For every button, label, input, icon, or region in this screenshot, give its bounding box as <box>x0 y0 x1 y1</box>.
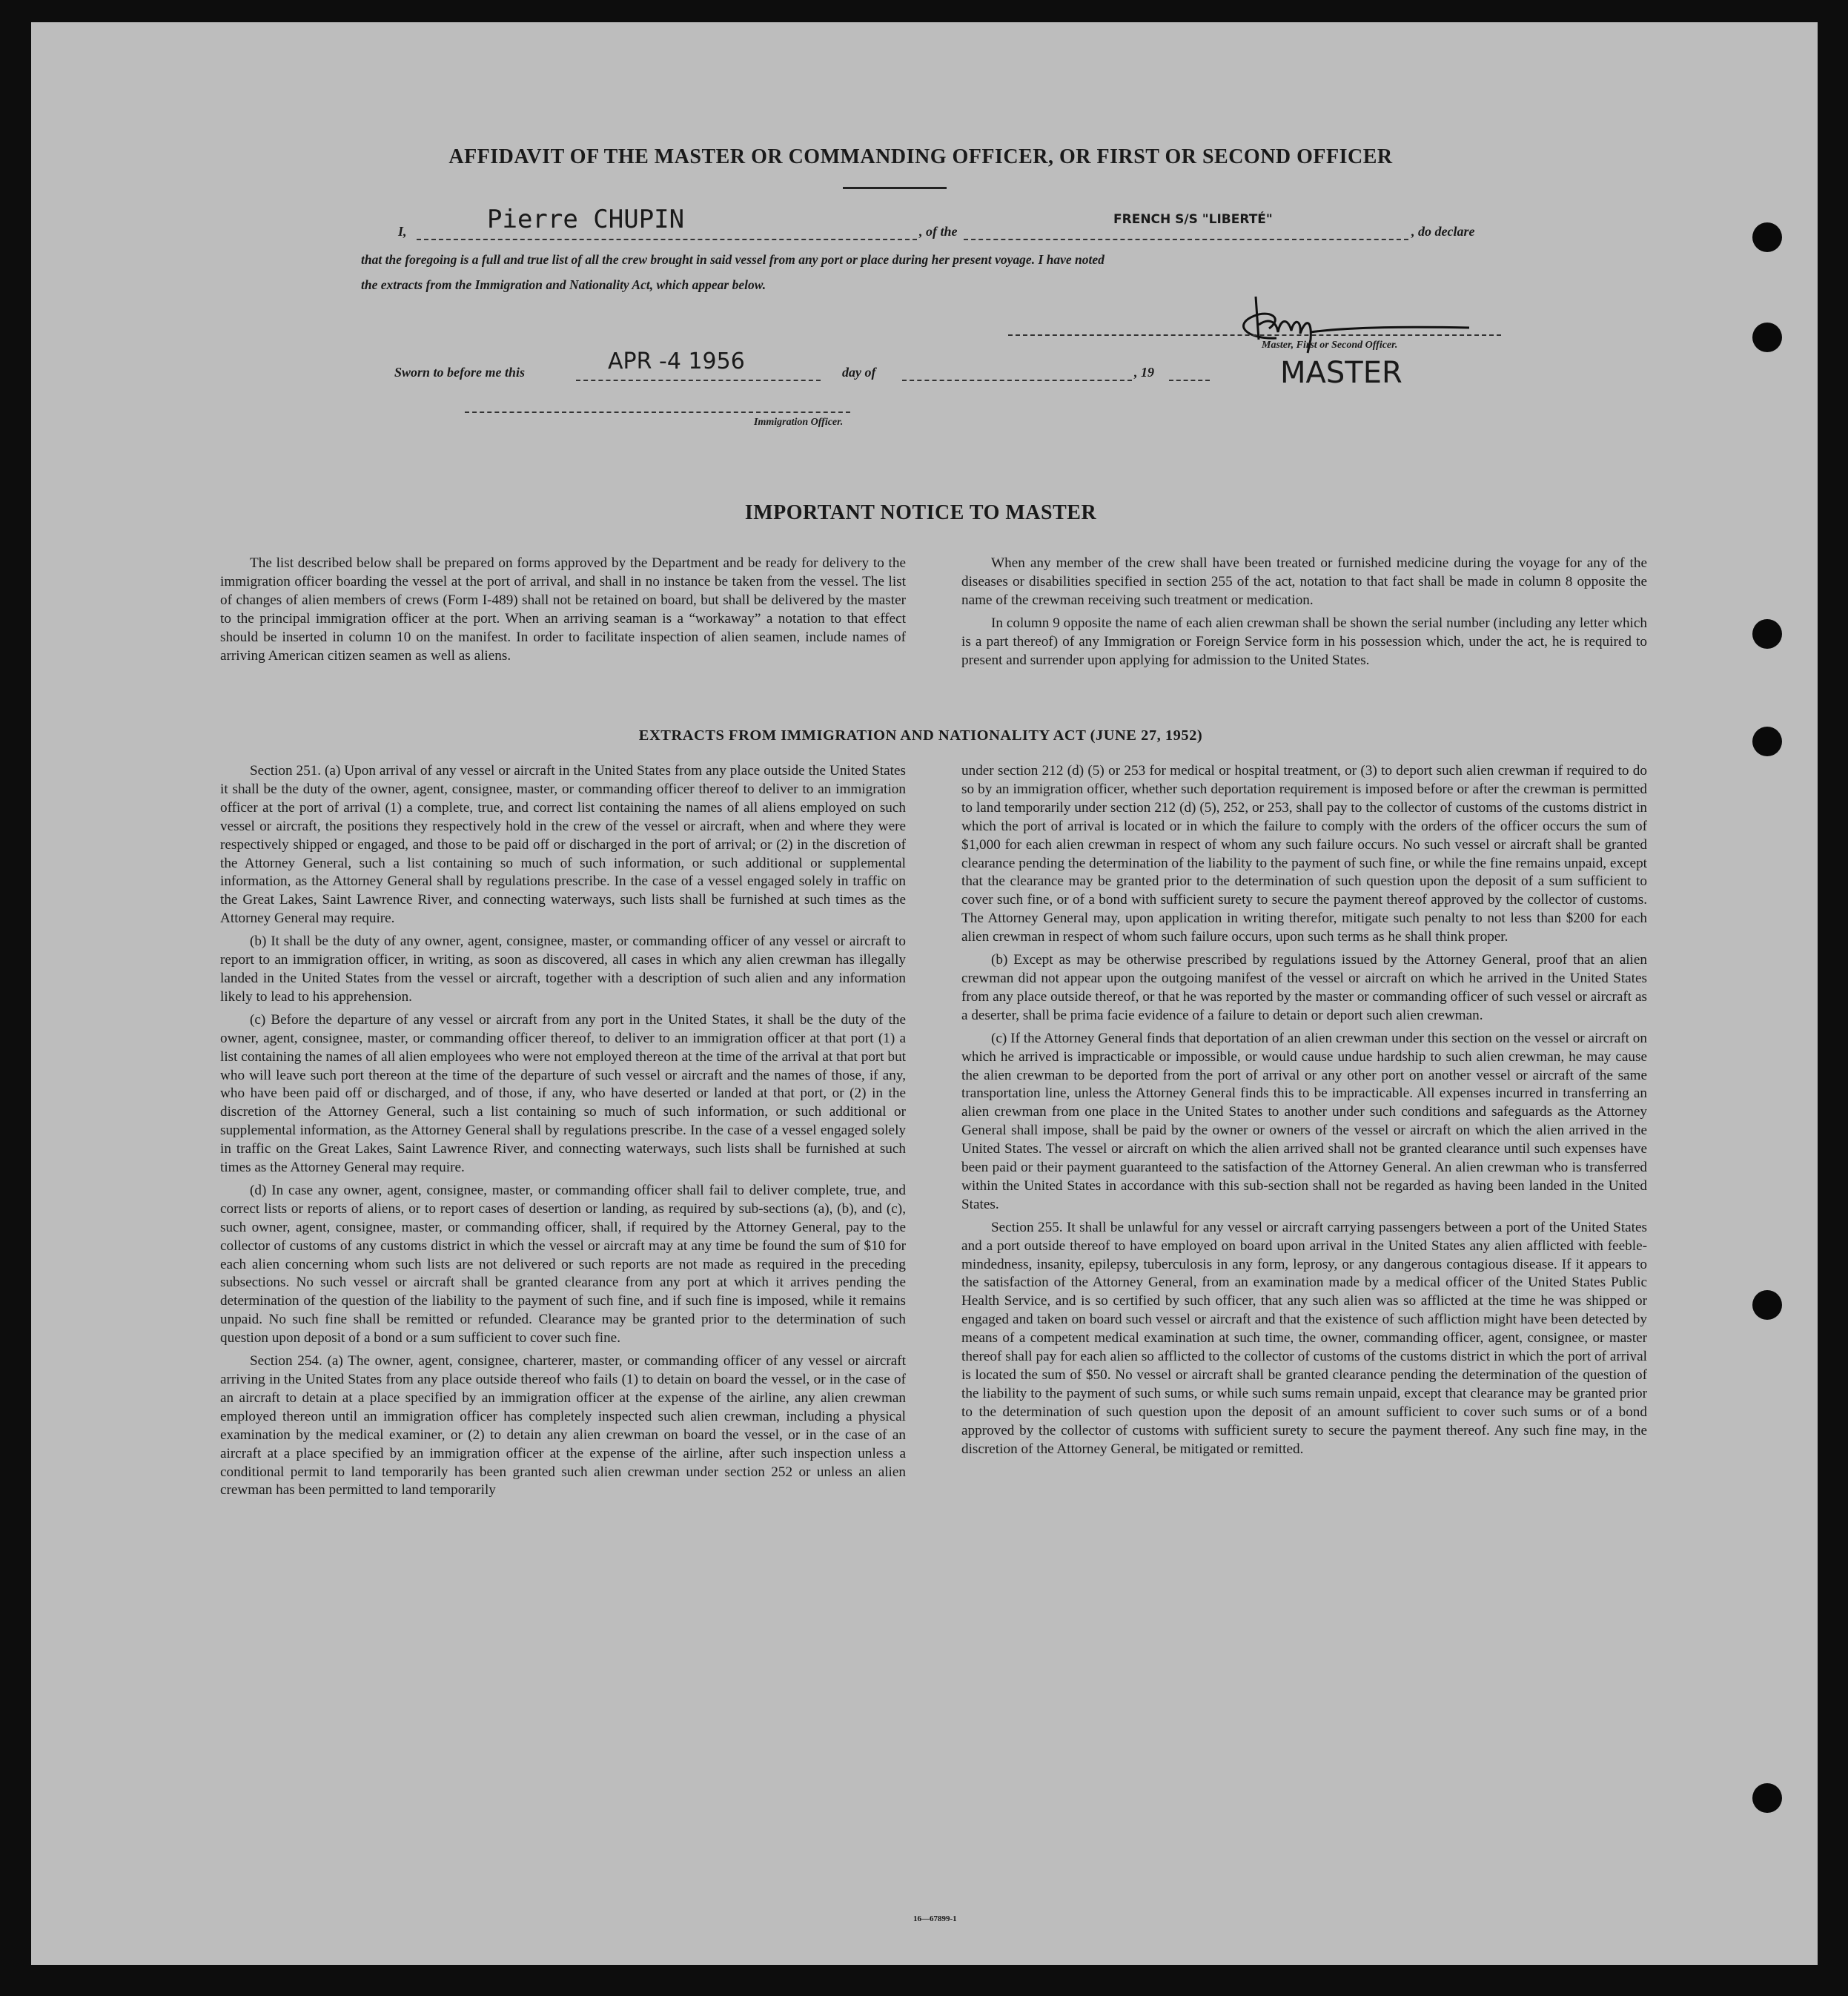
affidavit-i-label: I, <box>398 224 407 239</box>
binder-hole <box>1752 222 1782 252</box>
immigration-officer-caption: Immigration Officer. <box>754 417 844 428</box>
notice-left-paragraph: The list described below shall be prepared on forms approved by the Department and be ready for delivery to the immigration officer boarding the vessel at the port of arrival, and shall in no instance be taken from the vessel. The list of changes of alien members of crews (Form I-489) shall not be retained on board, but shall be delivered by the master to the principal immigration officer at the port. When an arriving seaman is a “workaway” a notation to that effect should be inserted in column 10 on the manifest. In order to facilitate inspection of alien seamen, include names of arriving American citizen seamen as well as aliens. <box>220 555 906 664</box>
extracts-title: EXTRACTS FROM IMMIGRATION AND NATIONALITY ACT (JUNE 27, 1952) <box>638 727 1203 744</box>
notice-right-paragraph-2: In column 9 opposite the name of each alien crewman shall be shown the serial number (including any letter which is a part thereof) of any Immigration or Foreign Service form in his possession which, under the act, he is required to present and surrender upon applying for admission to the United States. <box>961 615 1647 668</box>
extract-paragraph: Section 254. (a) The owner, agent, consignee, charterer, master, or commanding officer of any vessel or aircraft arriving in the United States from any place outside thereof who fails (1) to detain on board the vessel, or in the case of an aircraft to detain at a place specified by an immigration officer at the expense of the airline, any alien crewman employed thereon until an immigration officer has completely inspected such alien crewman, including a physical examination by the medical examiner, or (2) to detain any alien crewman on board the vessel, or in the case of an aircraft at a place specified by an immigration officer at the expense of the airline, after such inspection unless a conditional permit to land temporarily has been granted such alien crewman under section 252 or unless an alien crewman has been permitted to land temporarily <box>220 1353 906 1498</box>
day-of-line <box>902 380 1132 381</box>
vessel-name: FRENCH S/S "LIBERTÉ" <box>1113 212 1273 227</box>
master-name: Pierre CHUPIN <box>487 205 685 234</box>
do-declare-label: , do declare <box>1411 224 1475 239</box>
extract-paragraph-continued: under section 212 (d) (5) or 253 for medical or hospital treatment, or (3) to deport such alien crewman if required to do so by an immigration officer, whether such deportation requirement is imposed before or after the crewman is permitted to land temporarily under section 212 (d) (5), 252, or 253, shall pay to the collector of customs of the customs district in which the port of arrival is located or in which the failure to comply with the orders of the officer occurs the sum of $1,000 for each alien crewman in respect of whom any such failure occurs. No such vessel or aircraft shall be granted clearance pending the determination of the liability to the payment of such fine, or while the fine remains unpaid, except that the clearance may be granted prior to the determination of such question upon the deposit of a sum sufficient to cover such fine, or of a bond with sufficient surety to secure the payment thereof approved by the collector of customs. The Attorney General may, upon application in writing therefor, mitigate such penalty to not less than $200 for each alien crewman in respect of whom such failure occurs, upon such terms as he shall think proper. <box>961 763 1647 945</box>
day-of-label: day of <box>842 365 876 380</box>
notice-title: IMPORTANT NOTICE TO MASTER <box>744 501 1097 524</box>
immigration-officer-line <box>465 412 850 413</box>
notice-left-column <box>220 555 906 670</box>
name-field-line <box>417 239 917 240</box>
sworn-date-line <box>576 380 821 381</box>
extract-paragraph: (c) Before the departure of any vessel or aircraft from any port in the United States, it shall be the duty of the owner, agent, consignee, master, or commanding officer thereof, to deliver to an immigration officer at that port (1) a list containing the names of all alien employees who were not employed thereon at the time of the arrival at that port but who will leave such port thereon at the time of the departure of such vessel or aircraft and the names of those, if any, who have been paid off or discharged, and of those, if any, who have deserted or landed at that port, or (2) in the discretion of the Attorney General, such a list containing so much of such information, or such additional or supplemental information, as the Attorney General shall by regulations prescribe. In the case of a vessel engaged solely in traffic on the Great Lakes, Saint Lawrence River, and connecting waterways, such lists shall be furnished at such times as the Attorney General may require. <box>220 1011 906 1176</box>
binder-hole <box>1752 323 1782 352</box>
extract-paragraph: Section 251. (a) Upon arrival of any vessel or aircraft in the United States from any place outside the United States it shall be the duty of the owner, agent, consignee, master, or commanding officer thereof to deliver to an immigration officer at the port of arrival (1) a complete, true, and correct list containing the names of all aliens employed on such vessel or aircraft, the positions they respectively hold in the crew of the vessel or aircraft, when and where they were respectively shipped or engaged, and those to be paid off or discharged in the port of arrival; or (2) in the discretion of the Attorney General, such a list containing so much of such information, or such additional or supplemental information, as the Attorney General shall by regulations prescribe. In the case of a vessel engaged solely in traffic on the Great Lakes, Saint Lawrence River, and connecting waterways, such lists shall be furnished at such times as the Attorney General may require. <box>220 763 906 927</box>
notice-right-paragraph-1: When any member of the crew shall have been treated or furnished medicine during the voyage for any of the diseases or disabilities specified in section 255 of the act, notation to that fact shall be made in column 8 opposite the name of the crewman receiving such treatment or medication. <box>961 555 1647 608</box>
extracts-right-column <box>961 762 1647 1464</box>
title-rule <box>843 187 947 189</box>
year-label: , 19 <box>1134 365 1154 380</box>
extract-paragraph: (c) If the Attorney General finds that deportation of an alien crewman under this section on the vessel or aircraft on which he arrived is impracticable or impossible, or would cause undue hardship to such alien crewman, he may cause the alien crewman to be deported from the port of arrival or any other port on another vessel or aircraft of the same transportation line, unless the Attorney General finds this to be impracticable. All expenses incurred in transferring an alien crewman from one place in the United States to another under such conditions and safeguards as the Attorney General shall impose, shall be paid by the owner or owners of the vessel or aircraft on which the alien arrived in the United States. The vessel or aircraft on which the alien arrived shall not be granted clearance until such expenses have been paid or their payment guaranteed to the satisfaction of the Attorney General. An alien crewman who is transferred within the United States in accordance with this sub-section shall not be regarded as having been landed in the United States. <box>961 1030 1647 1212</box>
binder-hole <box>1752 619 1782 649</box>
binder-hole <box>1752 1290 1782 1320</box>
notice-right-column <box>961 555 1647 674</box>
master-stamp: MASTER <box>1280 356 1402 390</box>
affidavit-line-3: the extracts from the Immigration and Nationality Act, which appear below. <box>361 277 766 292</box>
of-the-label: , of the <box>919 224 958 239</box>
extract-paragraph: (b) It shall be the duty of any owner, agent, consignee, master, or commanding officer of any vessel or aircraft to report to an immigration officer, in writing, as soon as discovered, all cases in which any alien crewman has illegally landed in the United States from the vessel or aircraft, together with a description of such alien and any information likely to lead to his apprehension. <box>220 933 906 1005</box>
binder-hole <box>1752 1783 1782 1813</box>
extract-paragraph: (d) In case any owner, agent, consignee, master, or commanding officer shall fail to deliver complete, true, and correct lists or reports of aliens, or to report cases of desertion or landing, as required by sub-sections (a), (b), and (c), such owner, agent, consignee, master, or commanding officer, shall, if required by the Attorney General, pay to the collector of customs of any customs district in which the vessel or aircraft may at any time be found the sum of $10 for each alien concerning whom such lists are not delivered or such reports are not made as required in the preceding subsections. No such vessel or aircraft shall be granted clearance from any port at which it arrives pending the determination of the question of the liability to the payment of such fine, and if such fine is imposed, while it remains unpaid. No such fine shall be remitted or refunded. Clearance may be granted prior to the determination of such question upon deposit of a bond or a sum sufficient to cover such fine. <box>220 1182 906 1346</box>
sworn-date: APR -4 1956 <box>608 348 745 374</box>
vessel-field-line <box>964 239 1408 240</box>
extract-paragraph: (b) Except as may be otherwise prescribed by regulations issued by the Attorney General, proof that an alien crewman did not appear upon the outgoing manifest of the vessel or aircraft on which he arrived in the United States from any place outside thereof, or that he was reported by the master or commanding officer of such vessel or aircraft as a deserter, shall be prima facie evidence of a failure to detain or deport such alien crewman. <box>961 952 1647 1023</box>
affidavit-title: AFFIDAVIT OF THE MASTER OR COMMANDING OFFICER, OR FIRST OR SECOND OFFICER <box>448 145 1393 168</box>
extract-paragraph: Section 255. It shall be unlawful for any vessel or aircraft carrying passengers between a port of the United States and a port outside thereof to have employed on board upon arrival in the United States any alien afflicted with feeble-mindedness, insanity, epilepsy, tuberculosis in any form, leprosy, or any dangerous contagious disease. If it appears to the satisfaction of the Attorney General, from an examination made by a medical officer of the United States Public Health Service, and is so certified by such officer, that any such alien was so afflicted at the time he was shipped or engaged and taken on board such vessel or aircraft and that the existence of such affliction might have been detected by means of a competent medical examination at such time, the owner, commanding officer, agent, consignee, or master thereof shall pay for each alien so afflicted to the collector of customs of the customs district in which the port of arrival is located the sum of $50. No vessel or aircraft shall be granted clearance pending the determination of the question of the liability to the payment of such sums, or while such sums remain unpaid, except that clearance may be granted prior to the determination of such question upon the deposit of an amount sufficient to cover such sums or of a bond approved by the collector of customs with sufficient surety to secure the payment thereof. Any such fine may, in the discretion of the Attorney General, be mitigated or remitted. <box>961 1219 1647 1457</box>
sworn-label: Sworn to before me this <box>394 365 526 380</box>
year-line <box>1169 380 1210 381</box>
signature-caption: Master, First or Second Officer. <box>1262 340 1398 351</box>
affidavit-line-2: that the foregoing is a full and true list of all the crew brought in said vessel from any port or place during her present voyage. I have noted <box>361 252 1105 267</box>
document-page <box>31 22 1818 1965</box>
form-number: 16—67899-1 <box>913 1914 957 1923</box>
extracts-left-column <box>220 762 906 1504</box>
signature-line <box>1008 334 1501 336</box>
